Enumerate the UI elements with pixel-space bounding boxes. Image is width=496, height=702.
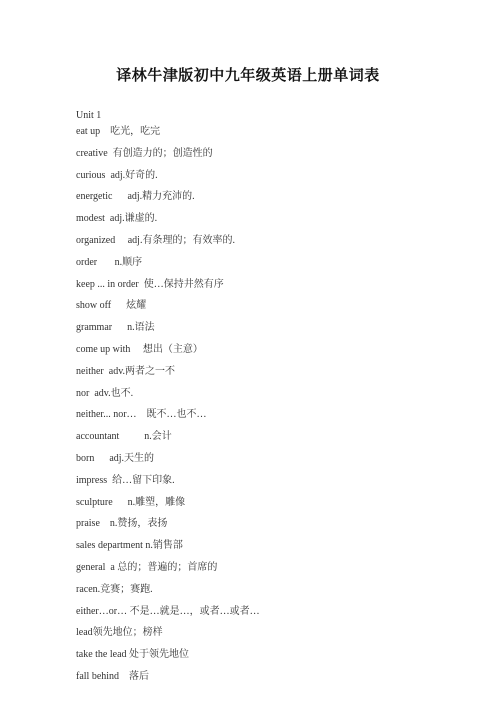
vocabulary-list [76, 126, 436, 693]
vocabulary-entry: energetic adj.精力充沛的. [76, 191, 195, 203]
vocabulary-entry: lead领先地位；榜样 [76, 627, 163, 639]
vocabulary-entry: nor adv.也不. [76, 387, 134, 399]
vocabulary-entry: creative 有创造力的；创造性的 [76, 147, 213, 159]
vocabulary-entry: organized adj.有条理的；有效率的. [76, 234, 235, 246]
vocabulary-entry: neither adv.两者之一不 [76, 365, 176, 377]
vocabulary-entry: come up with 想出（主意） [76, 343, 203, 355]
vocabulary-entry: show off 炫耀 [76, 300, 147, 312]
vocabulary-entry: racen.竞赛；赛跑. [76, 583, 153, 595]
page-title: 译林牛津版初中九年级英语上册单词表 [116, 66, 380, 84]
vocabulary-entry: take the lead 处于领先地位 [76, 649, 190, 661]
vocabulary-entry: curious adj.好奇的. [76, 169, 158, 181]
vocabulary-entry: impress 给…留下印象. [76, 474, 175, 486]
vocabulary-entry: sculpture n.雕塑，雕像 [76, 496, 186, 508]
vocabulary-entry: accountant n.会计 [76, 431, 172, 443]
vocabulary-entry: order n.顺序 [76, 256, 143, 268]
unit-heading: Unit 1 [76, 110, 102, 121]
vocabulary-entry: born adj.天生的 [76, 452, 155, 464]
vocabulary-entry: either…or… 不是…就是…，或者…或者… [76, 605, 260, 617]
vocabulary-entry: neither... nor… 既不…也不… [76, 409, 207, 421]
vocabulary-entry: keep ... in order 使…保持井然有序 [76, 278, 224, 290]
vocabulary-entry: modest adj.谦虚的. [76, 213, 158, 225]
vocabulary-entry: general a 总的；普遍的；首席的 [76, 561, 218, 573]
vocabulary-entry: fall behind 落后 [76, 670, 150, 682]
vocabulary-entry: eat up 吃光，吃完 [76, 126, 161, 137]
vocabulary-entry: praise n.赞扬，表扬 [76, 518, 168, 530]
vocabulary-entry: sales department n.销售部 [76, 540, 183, 552]
vocabulary-entry: grammar n.语法 [76, 322, 155, 334]
